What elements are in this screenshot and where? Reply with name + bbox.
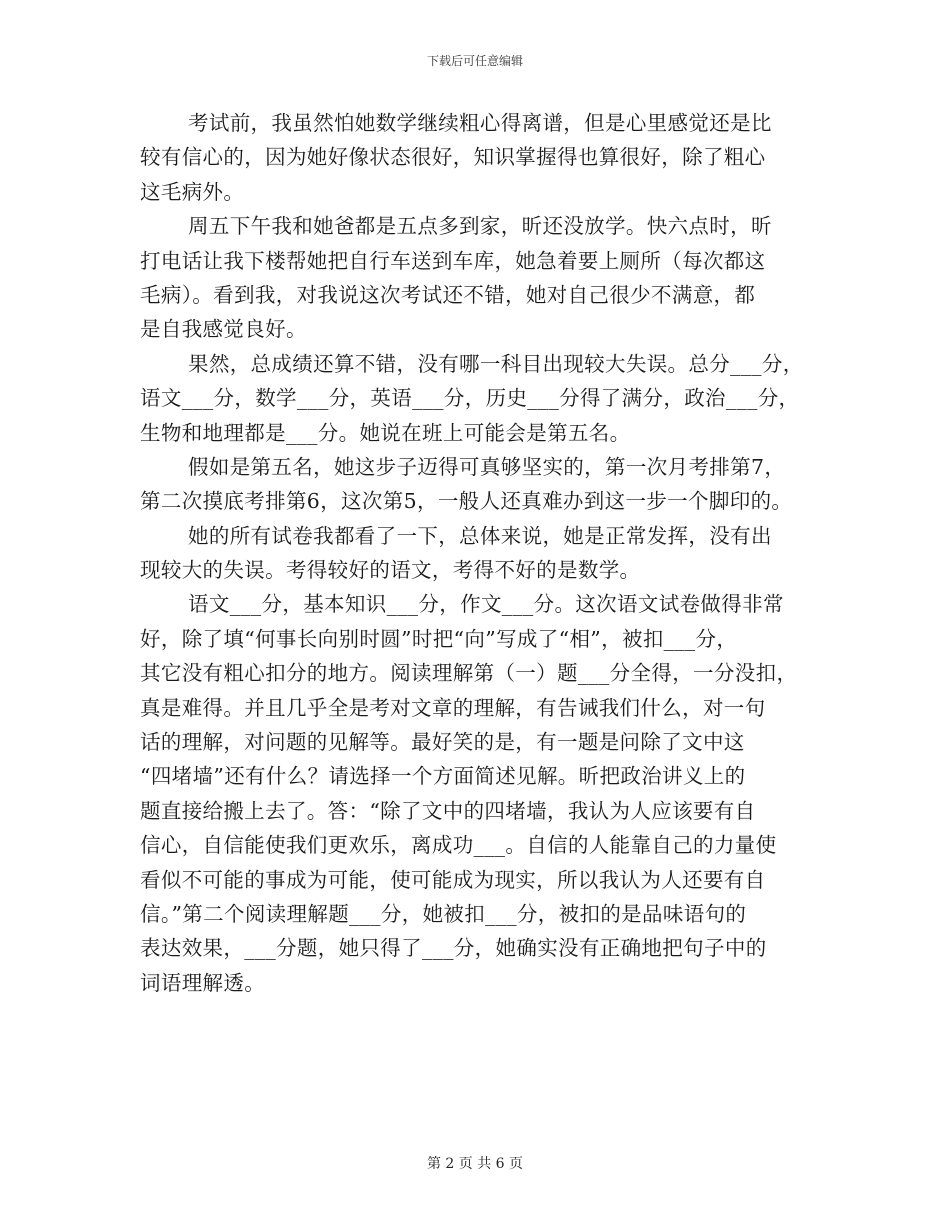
text-line: 第二次摸底考排第6，这次第5，一般人还真难办到这一步一个脚印的。 [140, 489, 793, 514]
text-line: 现较大的失误。考得较好的语文，考得不好的是数学。 [140, 558, 641, 583]
text-line: 是自我感觉良好。 [140, 317, 307, 342]
text-line: 语文___分，数学___分，英语___分，历史___分得了满分，政治___分， [140, 386, 800, 411]
text-line: 假如是第五名，她这步子迈得可真够坚实的，第一次月考排第7， [188, 454, 786, 479]
text-line: 信。”第二个阅读理解题___分，她被扣___分，被扣的是品味语句的 [140, 901, 747, 926]
text-line: 词语理解透。 [140, 970, 266, 995]
text-line: 毛病）。看到我，对我说这次考试还不错，她对自己很少不满意，都 [140, 282, 756, 307]
text-line: “四堵墙”还有什么？请选择一个方面简述见解。昕把政治讲义上的 [140, 764, 746, 789]
text-line: 语文___分，基本知识___分，作文___分。这次语文试卷做得非常 [188, 592, 784, 617]
text-line: 生物和地理都是___分。她说在班上可能会是第五名。 [140, 420, 631, 445]
text-line: 考试前，我虽然怕她数学继续粗心得离谱，但是心里感觉还是比 [188, 111, 772, 135]
page-header: 下载后可任意编辑 [426, 54, 523, 68]
text-line: 她的所有试卷我都看了一下，总体来说，她是正常发挥，没有出 [188, 523, 772, 548]
text-line: 周五下午我和她爸都是五点多到家，昕还没放学。快六点时，昕 [188, 214, 772, 239]
page-number-footer: 第 2 页 共 6 页 [426, 1156, 524, 1172]
text-line: 打电话让我下楼帮她把自行车送到车库，她急着要上厕所（每次都这 [140, 248, 766, 273]
text-line: 这毛病外。 [140, 179, 245, 204]
text-line: 题直接给搬上去了。答：“除了文中的四堵墙，我认为人应该要有自 [140, 798, 756, 823]
text-line: 真是难得。并且几乎全是考对文章的理解，有告诫我们什么，对一句 [140, 695, 766, 720]
text-line: 果然，总成绩还算不错，没有哪一科目出现较大失误。总分___分， [188, 351, 804, 376]
text-line: 表达效果，___分题，她只得了___分，她确实没有正确地把句子中的 [140, 936, 767, 961]
text-line: 看似不可能的事成为可能，使可能成为现实，所以我认为人还要有自 [140, 867, 766, 892]
text-line: 其它没有粗心扣分的地方。阅读理解第（一）题___分全得，一分没扣， [140, 661, 798, 686]
text-line: 信心，自信能使我们更欢乐，离成功___。自信的人能靠自己的力量使 [140, 833, 777, 858]
text-line: 话的理解，对问题的见解等。最好笑的是，有一题是问除了文中这 [140, 730, 745, 755]
text-line: 较有信心的，因为她好像状态很好，知识掌握得也算很好，除了粗心 [140, 145, 766, 170]
text-line: 好，除了填“何事长向别时圆”时把“向”写成了“相”，被扣___分， [140, 626, 738, 651]
document-body [140, 106, 820, 1000]
